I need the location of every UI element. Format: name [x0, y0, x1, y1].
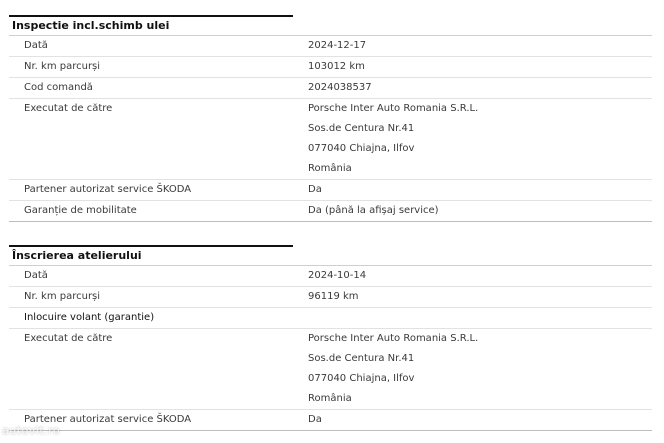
work-note: Inlocuire volant (garantie) [24, 312, 155, 323]
row-value [308, 201, 652, 221]
row-label: Dată [24, 40, 48, 51]
service-entry-workshop [9, 245, 652, 431]
row-value [308, 180, 652, 200]
row-performed-by [9, 99, 652, 180]
value-line: Porsche Inter Auto Romania S.R.L. [308, 103, 479, 114]
row-authorized-partner [9, 410, 652, 431]
value-line: 077040 Chiajna, Ilfov [308, 143, 415, 154]
row-performed-by [9, 329, 652, 410]
details-table [9, 265, 652, 431]
value-line: Sos.de Centura Nr.41 [308, 353, 415, 364]
row-label: Nr. km parcurși [24, 61, 101, 72]
site-watermark: autovit.ro [2, 424, 61, 437]
section-rule [9, 245, 293, 247]
row-label: Garanție de mobilitate [24, 205, 137, 216]
section-rule [9, 15, 293, 17]
row-authorized-partner [9, 180, 652, 201]
value-line: 2024038537 [308, 82, 372, 93]
value-line: Porsche Inter Auto Romania S.R.L. [308, 333, 479, 344]
details-table [9, 35, 652, 222]
row-value [308, 287, 652, 307]
row-mileage [9, 57, 652, 78]
section-title: Inspectie incl.schimb ulei [12, 19, 170, 32]
value-line: 96119 km [308, 291, 359, 302]
row-mileage [9, 287, 652, 308]
value-line: 2024-10-14 [308, 270, 367, 281]
value-line: 103012 km [308, 61, 365, 72]
row-value [308, 99, 652, 179]
work-note-row [9, 308, 652, 329]
value-line: Da (până la afișaj service) [308, 205, 439, 216]
value-line: Da [308, 184, 322, 195]
row-label: Executat de către [24, 103, 113, 114]
value-line: România [308, 163, 352, 174]
row-value [308, 410, 652, 430]
section-header [9, 15, 652, 35]
row-value [308, 78, 652, 98]
row-label: Nr. km parcurși [24, 291, 101, 302]
value-line: Sos.de Centura Nr.41 [308, 123, 415, 134]
row-value [308, 36, 652, 56]
row-order-code [9, 78, 652, 99]
row-label: Partener autorizat service ŠKODA [24, 184, 192, 195]
value-line: Da [308, 414, 322, 425]
row-label: Executat de către [24, 333, 113, 344]
row-label: Dată [24, 270, 48, 281]
row-value [308, 266, 652, 286]
row-value [308, 329, 652, 409]
row-date [9, 36, 652, 57]
value-line: 2024-12-17 [308, 40, 367, 51]
section-header [9, 245, 652, 265]
row-mobility-guarantee [9, 201, 652, 222]
row-value [308, 57, 652, 77]
section-title: Înscrierea atelierului [12, 249, 142, 262]
row-label: Partener autorizat service ŠKODA [24, 414, 192, 425]
row-label: Cod comandă [24, 82, 93, 93]
row-date [9, 266, 652, 287]
service-entry-inspection [9, 15, 652, 222]
value-line: 077040 Chiajna, Ilfov [308, 373, 415, 384]
value-line: România [308, 393, 352, 404]
